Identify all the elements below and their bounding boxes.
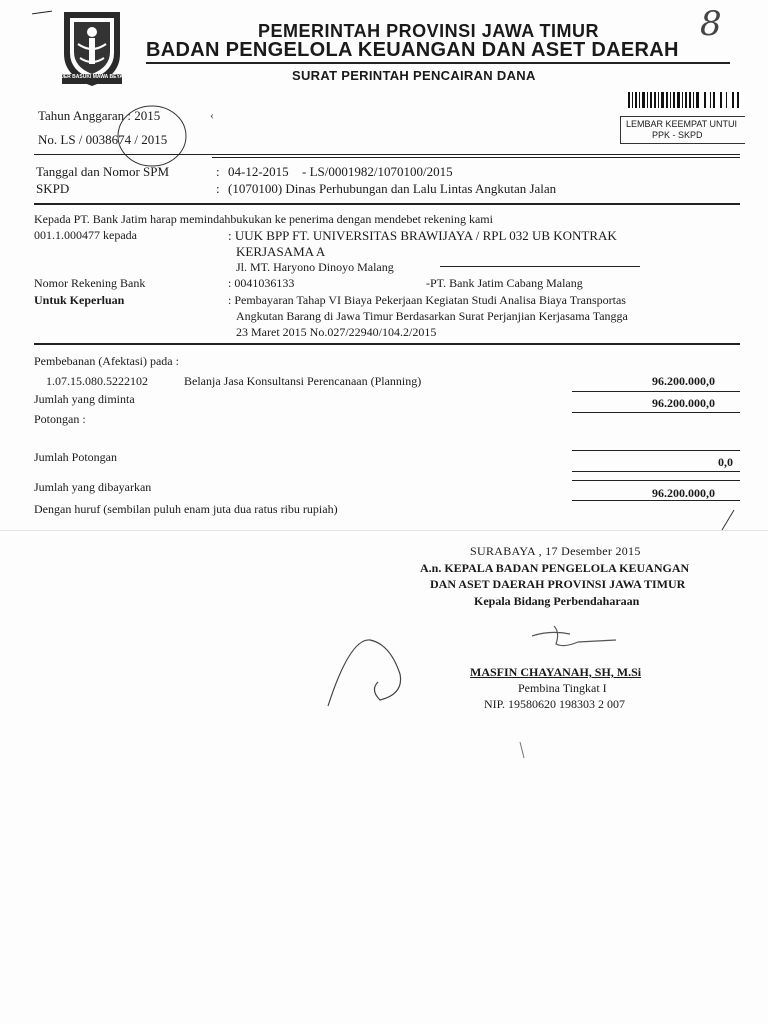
copy-designation-line1: LEMBAR KEEMPAT UNTUI bbox=[626, 119, 738, 129]
spm-date: 04-12-2015 bbox=[228, 164, 289, 179]
bank-account-label: Nomor Rekening Bank bbox=[34, 276, 146, 290]
document-title: SURAT PERINTAH PENCAIRAN DANA bbox=[292, 68, 536, 83]
paid-label: Jumlah yang dibayarkan bbox=[34, 480, 152, 494]
budget-description: Belanja Jasa Konsultansi Perencanaan (Planning) bbox=[184, 374, 422, 388]
sum-line bbox=[572, 450, 740, 451]
payee-line2: KERJASAMA A bbox=[236, 244, 326, 259]
bank-account-number: : 0041036133 bbox=[228, 276, 295, 290]
transfer-instruction: Kepada PT. Bank Jatim harap memindahbukukan ke penerima dengan mendebet rekening kami bbox=[34, 212, 493, 226]
sum-line bbox=[572, 480, 740, 481]
spm-label: Tanggal dan Nomor SPM bbox=[36, 164, 170, 179]
paraf-scribble bbox=[320, 630, 420, 715]
on-behalf-line1: A.n. KEPALA BADAN PENGELOLA KEUANGAN bbox=[420, 561, 690, 575]
budget-code: 1.07.15.080.5222102 bbox=[46, 374, 148, 388]
divider bbox=[34, 343, 740, 345]
requested-label: Jumlah yang diminta bbox=[34, 392, 135, 406]
divider bbox=[34, 154, 740, 155]
sum-line bbox=[572, 471, 740, 472]
skpd-value: (1070100) Dinas Perhubungan dan Lalu Lintas Angkutan Jalan bbox=[228, 181, 557, 196]
payee-line1: : UUK BPP FT. UNIVERSITAS BRAWIJAYA / RPL 032 UB KONTRAK bbox=[228, 228, 617, 243]
place-date: SURABAYA , 17 Desember 2015 bbox=[470, 544, 641, 558]
official-role: Kepala Bidang Perbendaharaan bbox=[474, 594, 640, 608]
official-rank: Pembina Tingkat I bbox=[518, 681, 607, 695]
on-behalf-line2: DAN ASET DAERAH PROVINSI JAWA TIMUR bbox=[430, 577, 686, 591]
purpose-label: Untuk Keperluan bbox=[34, 293, 125, 307]
handwritten-stroke bbox=[718, 508, 738, 537]
fiscal-year: Tahun Anggaran : 2015 bbox=[38, 108, 161, 123]
official-nip: NIP. 19580620 198303 2 007 bbox=[484, 697, 626, 711]
logo-caption: JER BASUKI MAWA BEYA bbox=[61, 74, 123, 80]
amount-in-words: Dengan huruf (sembilan puluh enam juta dua ratus ribu rupiah) bbox=[34, 502, 338, 516]
bank-branch: -PT. Bank Jatim Cabang Malang bbox=[426, 276, 583, 290]
header-agency: BADAN PENGELOLA KEUANGAN DAN ASET DAERAH bbox=[146, 39, 679, 61]
total-deductions-value: 0,0 bbox=[718, 455, 733, 469]
handwritten-tick: ‹ bbox=[210, 108, 214, 122]
payee-address: Jl. MT. Haryono Dinoyo Malang bbox=[236, 260, 394, 274]
official-name: MASFIN CHAYANAH, SH, M.Si bbox=[470, 665, 642, 679]
skpd-colon: : bbox=[216, 181, 220, 196]
divider bbox=[34, 203, 740, 205]
signature-scribble bbox=[530, 618, 620, 663]
budget-amount: 96.200.000,0 bbox=[652, 374, 715, 388]
sum-line bbox=[572, 500, 740, 501]
sum-line bbox=[572, 391, 740, 392]
page-number-handwritten: 8 bbox=[700, 4, 722, 44]
purpose-line1: : Pembayaran Tahap VI Biaya Pekerjaan Kegiatan Studi Analisa Biaya Transportas bbox=[228, 293, 626, 307]
copy-designation-line2: PPK - SKPD bbox=[652, 130, 703, 140]
skpd-label: SKPD bbox=[36, 181, 70, 196]
header-government: PEMERINTAH PROVINSI JAWA TIMUR bbox=[258, 21, 600, 41]
requested-amount: 96.200.000,0 bbox=[652, 396, 715, 410]
source-account: 001.1.000477 kepada bbox=[34, 228, 137, 242]
scan-mark bbox=[32, 11, 52, 15]
charges-header: Pembebanan (Afektasi) pada : bbox=[34, 354, 179, 368]
total-deductions-label: Jumlah Potongan bbox=[34, 450, 117, 464]
barcode bbox=[628, 92, 740, 113]
deductions-label: Potongan : bbox=[34, 412, 86, 426]
handwritten-line bbox=[440, 266, 640, 267]
paid-amount: 96.200.000,0 bbox=[652, 486, 715, 500]
sum-line bbox=[572, 412, 740, 413]
purpose-line3: 23 Maret 2015 No.027/22940/104.2/2015 bbox=[236, 325, 437, 339]
divider bbox=[212, 157, 740, 158]
page-fold bbox=[0, 530, 768, 531]
stray-mark bbox=[516, 740, 528, 765]
header-underline bbox=[146, 62, 730, 64]
purpose-line2: Angkutan Barang di Jawa Timur Berdasarkan Surat Perjanjian Kerjasama Tangga bbox=[236, 309, 628, 323]
spm-colon: : bbox=[216, 164, 220, 179]
spm-number: - LS/0001982/1070100/2015 bbox=[302, 164, 453, 179]
document-number: No. LS / 0038674 / 2015 bbox=[38, 132, 168, 147]
